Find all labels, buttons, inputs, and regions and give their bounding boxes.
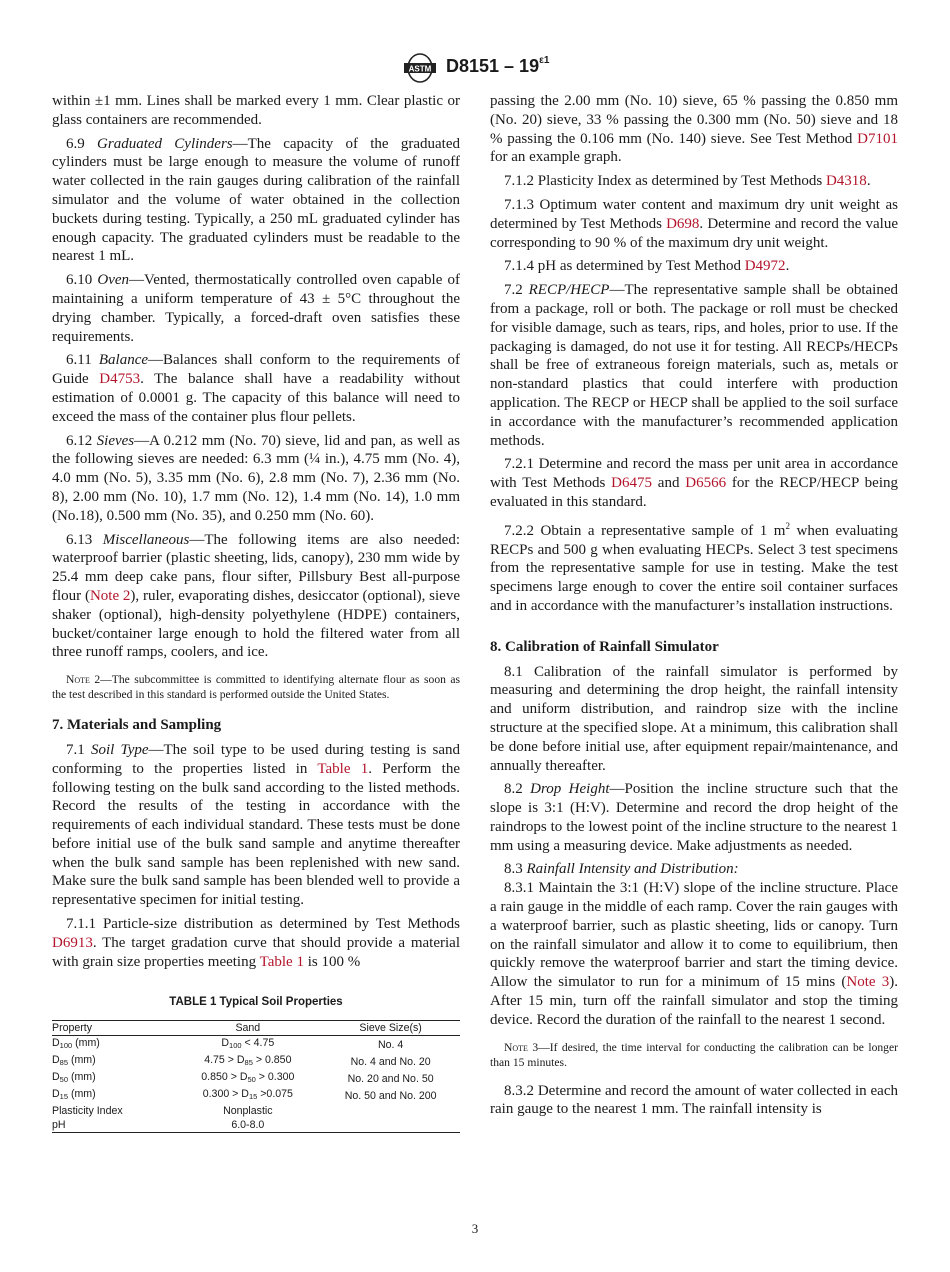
link-d6475[interactable]: D6475: [611, 475, 652, 492]
table-row: $D_{100}$ (mm) $D_{100} < 4.75$ No. 4: [52, 1037, 404, 1051]
section-6-13: 6.13 Miscellaneous—The following items are also needed: waterproof barrier (plastic sheeting, lids, canopy), 230 mm wide by 25.4 mm deep cake pans, flour sifter, Pillsbury Best all-purpose flour (Note 2), ruler, evaporating dishes, desiccator (optional), sieve shaker (optional), high-density polyethylene (HDPE) containers, bucket/container large enough to hold the filtered water from all three runoff ramps, coolers, and ice.: [52, 531, 461, 661]
note-3: Note 3—If desired, the time interval for conducting the calibration can be longer than 15 minutes.: [490, 1040, 898, 1069]
link-d4753[interactable]: D4753: [99, 371, 141, 388]
link-d698[interactable]: D698: [666, 215, 700, 232]
section-6-11: 6.11 Balance—Balances shall conform to the requirements of Guide D4753. The balance shall have a readability without estimation of 0.0001 g. The capacity of this balance will need to exceed the mass of the container plus flour pellets.: [52, 352, 461, 425]
table-row: $D_{15}$ (mm) $0.300 > D_{15} >0.075$ No. 50 and No. 200: [52, 1088, 437, 1102]
section-8-3-2: 8.3.2 Determine and record the amount of water collected in each rain gauge to the nearest 1 mm. The rainfall intensity is: [490, 1082, 898, 1118]
column-header: Sieve Size(s): [359, 1022, 422, 1035]
table-1: [52, 993, 460, 1133]
standard-designation: $D8151 - 19^{\varepsilon 1}$: [446, 55, 550, 76]
page-number: 3: [471, 1221, 479, 1236]
heading-section-7: 7. Materials and Sampling: [52, 717, 222, 734]
table-header-row: [52, 1021, 460, 1036]
section-7-2: 7.2 RECP/HECP—The representative sample shall be obtained from a package, roll or both. The package or roll must be checked for visible damage, such as tears, rips, and holes, prior to use. If the packaging is damaged, do not use it for testing. All RECPs/HECPs shall be free of extraneous foreign materials, such as, metals or non-standard plastics that could interfere with production application. The RECP or HECP shall be applied to the soil surface in accordance with the manufacturer’s recommended application methods.: [490, 282, 898, 449]
section-6-9: 6.9 Graduated Cylinders—The capacity of the graduated cylinders must be large enough to measure the volume of runoff water collected in the rain gauges during calibration of the rainfall simulator and the volume of water obtained in the collection buckets during testing. Typically, a 250 mL graduated cylinder has enough capacity. The graduated cylinders must be readable to the nearest 1 mL.: [52, 135, 460, 265]
section-6-10: 6.10 Oven—Vented, thermostatically controlled oven capable of maintaining a uniform temperature of 43 ± 5°C throughout the drying chamber. Typically, a forced-draft oven satisfies these requirements.: [52, 272, 461, 345]
astm-logo-icon: [400, 52, 440, 84]
logo-text: ASTM: [408, 64, 432, 74]
link-note-2[interactable]: Note 2: [89, 587, 131, 604]
link-d4318[interactable]: D4318: [825, 173, 867, 190]
section-8-2: 8.2 Drop Height—Position the incline structure such that the slope is 3:1 (H:V). Determine and record the drop height of the raindrops to the lowest point of the incline structure to the nearest 1 mm using a measuring device. Make adjustments as needed.: [490, 781, 898, 854]
section-6-12: 6.12 Sieves—A 0.212 mm (No. 70) sieve, lid and pan, as well as the following sieves are needed: 6.3 mm (¼ in.), 4.75 mm (No. 4), 4.0 mm (No. 5), 3.35 mm (No. 6), 2.8 mm (No. 7), 2.36 mm (No. 8), 2.00 mm (No. 10), 1.7 mm (No. 12), 1.4 mm (No. 14), 1.0 mm (No.18), 0.500 mm (No. 35), and 0.250 mm (No. 60).: [52, 432, 461, 524]
section-7-2-1: 7.2.1 Determine and record the mass per unit area in accordance with Test Methods D6475 and D6566 for the RECP/HECP being evaluated in this standard.: [490, 456, 898, 510]
paragraph-continuation: within ±1 mm. Lines shall be marked every 1 mm. Clear plastic or glass containers are recommended.: [52, 93, 460, 128]
table-row: pH 6.0-8.0: [52, 1118, 460, 1133]
paragraph-continuation: passing the 2.00 mm (No. 10) sieve, 65 % passing the 0.850 mm (No. 20) sieve, 33 % passing the 0.300 mm (No. 50) sieve and 18 % passing the 0.106 mm (No. 140) sieve. See Test Method D7101 for an example graph.: [490, 93, 898, 166]
section-7-2-2: 7.2.2 Obtain a representative sample of 1 $m^2$ when evaluating RECPs and 500 g when evaluating HECPs. Select 3 test specimens from the representative sample for use in testing. Make the test specimens large enough to cover the entire soil container surfaces and in accordance with the manufacturer’s installation instructions.: [490, 520, 898, 614]
table-row: Plasticity Index Nonplastic: [52, 1105, 273, 1118]
link-d6913[interactable]: D6913: [52, 934, 93, 951]
column-header: Sand: [235, 1022, 261, 1035]
section-7-1-3: 7.1.3 Optimum water content and maximum dry unit weight as determined by Test Methods D698. Determine and record the value corresponding to 90 % of the maximum dry unit weight.: [490, 196, 898, 251]
section-7-1-1: 7.1.1 Particle-size distribution as determined by Test Methods D6913. The target gradation curve that should provide a material with grain size properties meeting Table 1 is 100 %: [52, 916, 460, 970]
left-column: [52, 92, 460, 1133]
section-7-1-2: 7.1.2 Plasticity Index as determined by Test Methods D4318.: [504, 173, 871, 190]
section-8-3-1: 8.3.1 Maintain the 3:1 (H:V) slope of the incline structure. Place a rain gauge in the middle of each ramp. Cover the rain gauges with a waterproof barrier, such as plastic sheeting, lids or canopy. Turn on the rainfall simulator and allow it to come to equilibrium, then quickly remove the waterproof barrier and start the timing device. Allow the simulator to run for a minimum of 15 mins (Note 3). After 15 min, turn off the rainfall simulator and stop the timing device. Record the duration of the rainfall to the nearest 1 second.: [490, 880, 898, 1028]
link-note-3[interactable]: Note 3: [846, 974, 890, 991]
right-column: [490, 92, 898, 1124]
section-8-1: 8.1 Calibration of the rainfall simulator is performed by measuring and determining the drop height, the rainfall intensity and uniform distribution, and raindrop size with the incline structure at the specified slope. At a minimum, this calibration shall be done before initial use, after equipment repair/maintenance, and annually thereafter.: [490, 663, 898, 774]
column-header: Property: [52, 1022, 93, 1035]
link-d6566[interactable]: D6566: [685, 475, 727, 492]
link-d7101[interactable]: D7101: [857, 130, 898, 147]
table-title: TABLE 1 Typical Soil Properties: [169, 996, 343, 1009]
page-header: [0, 48, 950, 88]
section-7-1-4: 7.1.4 pH as determined by Test Method D4972.: [504, 258, 790, 275]
section-8-3: 8.3 Rainfall Intensity and Distribution:: [504, 861, 739, 878]
link-table-1[interactable]: Table 1: [317, 760, 369, 777]
note-2: Note 2—The subcommittee is committed to identifying alternate flour as soon as the test described in this standard is performed outside the United States.: [52, 673, 460, 702]
table-row: $D_{85}$ (mm) $4.75 > D_{85} > 0.850$ No. 4 and No. 20: [52, 1054, 431, 1068]
link-table-1[interactable]: Table 1: [259, 953, 304, 970]
table-row: $D_{50}$ (mm) $0.850 > D_{50} > 0.300$ No. 20 and No. 50: [52, 1071, 434, 1085]
soil-properties-table: [52, 1020, 460, 1133]
section-7-1: 7.1 Soil Type—The soil type to be used during testing is sand conforming to the properties listed in Table 1. Perform the following testing on the bulk sand according to the listed methods. Record the results of the testing in accordance with the requirements of each individual standard. These tests must be done before initial use of the bulk sand sample and anytime thereafter when the bulk sand sample has been replenished with new sand. Make sure the bulk sand sample has been blended well to provide a representative specimen for initial testing.: [52, 741, 460, 909]
link-d4972[interactable]: D4972: [744, 258, 786, 275]
heading-section-8: 8. Calibration of Rainfall Simulator: [490, 638, 719, 655]
